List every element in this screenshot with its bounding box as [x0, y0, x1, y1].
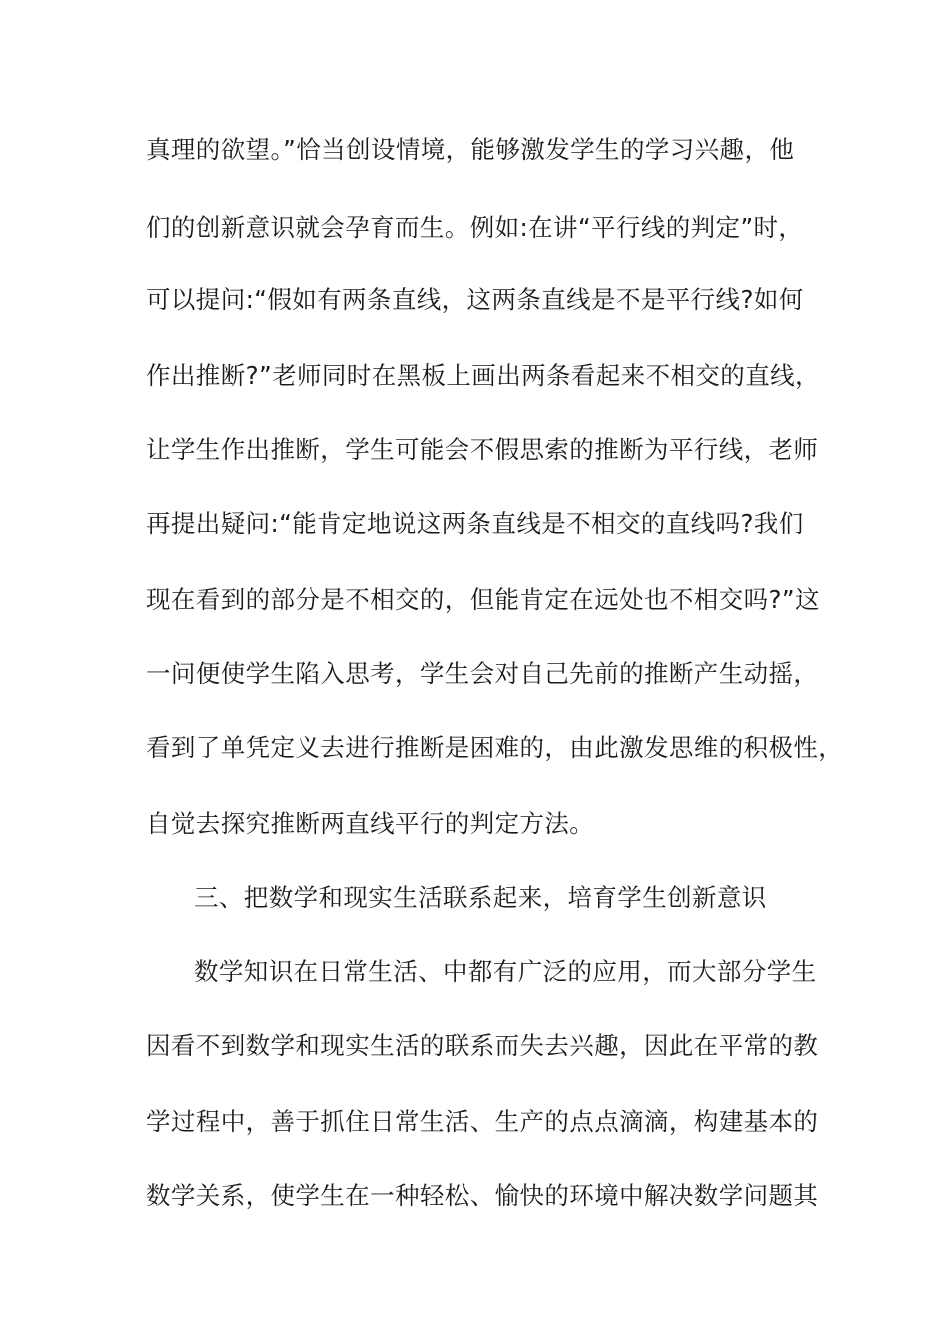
paragraph-line: 现在看到的部分是不相交的，但能肯定在远处也不相交吗?”这: [146, 585, 820, 614]
paragraph-line: 们的创新意识就会孕育而生。例如:在讲“平行线的判定”时，: [146, 213, 804, 242]
paragraph-line: 学过程中，善于抓住日常生活、生产的点点滴滴，构建基本的: [146, 1107, 819, 1136]
paragraph-line: 一问便使学生陷入思考，学生会对自己先前的推断产生动摇，: [146, 659, 819, 688]
paragraph-line: 让学生作出推断，学生可能会不假思索的推断为平行线，老师: [146, 435, 819, 464]
paragraph-line: 数学知识在日常生活、中都有广泛的应用，而大部分学生: [194, 957, 817, 986]
paragraph-line: 看到了单凭定义去进行推断是困难的，由此激发思维的积极性，: [146, 733, 844, 762]
paragraph-line: 数学关系，使学生在一种轻松、愉快的环境中解决数学问题其: [146, 1181, 819, 1210]
section-heading: 三、把数学和现实生活联系起来，培育学生创新意识: [194, 883, 767, 912]
paragraph-line: 作出推断?”老师同时在黑板上画出两条看起来不相交的直线，: [146, 361, 820, 390]
paragraph-line: 再提出疑问:“能肯定地说这两条直线是不相交的直线吗?我们: [146, 509, 804, 538]
paragraph-line: 真理的欲望。”恰当创设情境，能够激发学生的学习兴趣，他: [146, 135, 795, 164]
paragraph-line: 因看不到数学和现实生活的联系而失去兴趣，因此在平常的教: [146, 1031, 819, 1060]
paragraph-line: 自觉去探究推断两直线平行的判定方法。: [146, 809, 595, 838]
paragraph-line: 可以提问:“假如有两条直线，这两条直线是不是平行线?如何: [146, 285, 804, 314]
